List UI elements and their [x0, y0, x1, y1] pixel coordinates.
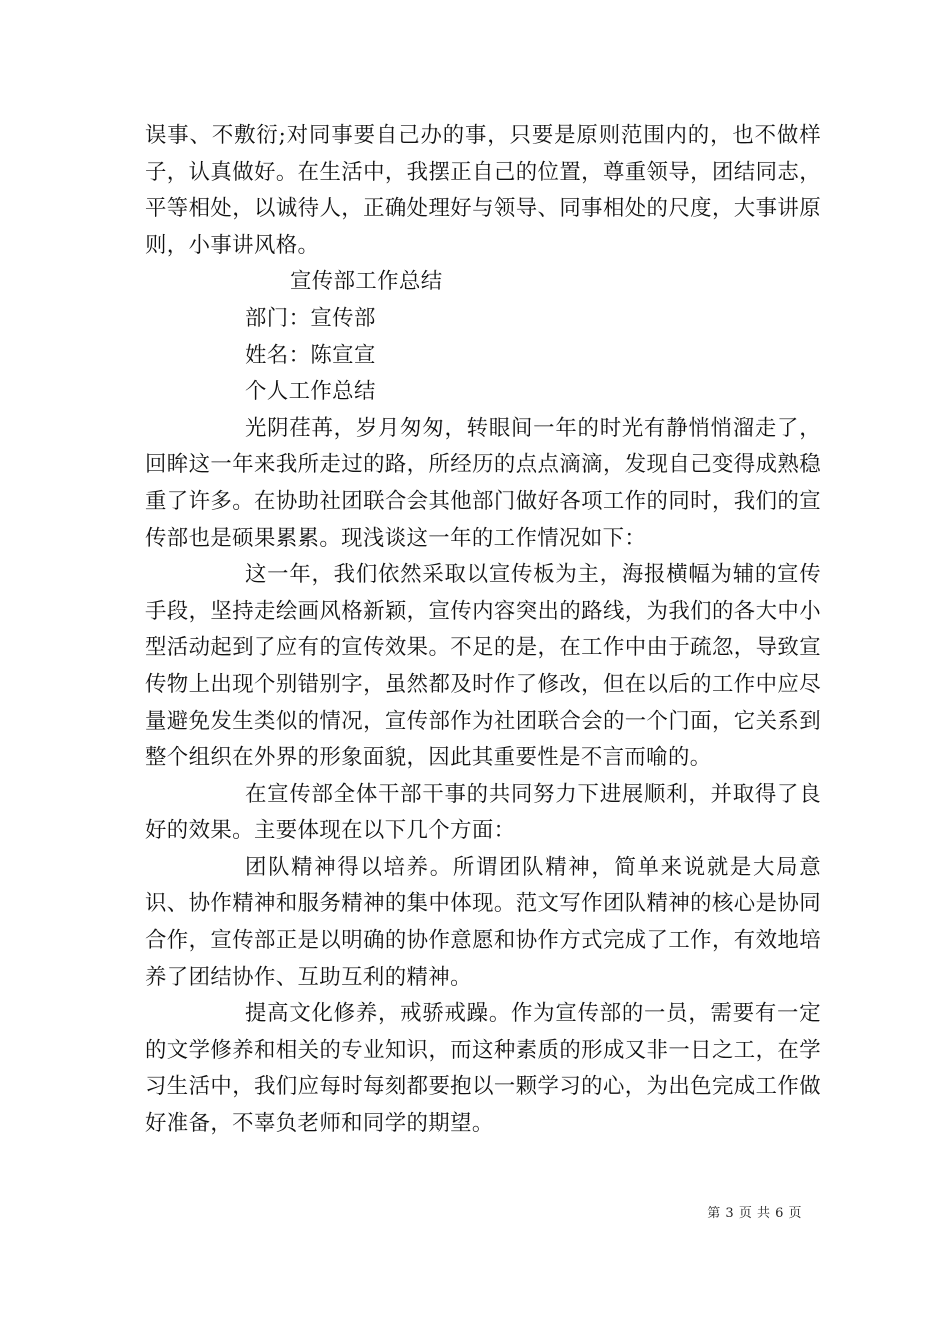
body-paragraph: 在宣传部全体干部干事的共同努力下进展顺利，并取得了良好的效果。主要体现在以下几个方面：	[145, 781, 821, 844]
document-subtitle: 个人工作总结	[245, 379, 376, 405]
page-number-footer: 第 3 页 共 6 页	[707, 1206, 802, 1221]
document-body	[145, 118, 821, 1143]
body-paragraph: 团队精神得以培养。所谓团队精神，简单来说就是大局意识、协作精神和服务精神的集中体现。范文写作团队精神的核心是协同合作，宣传部正是以明确的协作意愿和协作方式完成了工作，有效地培养了团结协作、互助互利的精神。	[145, 854, 821, 990]
document-title: 宣传部工作总结	[290, 269, 443, 295]
author-name-line: 姓名：陈宣宣	[245, 342, 376, 368]
body-paragraph: 这一年，我们依然采取以宣传板为主，海报横幅为辅的宣传手段，坚持走绘画风格新颖，宣传内容突出的路线，为我们的各大中小型活动起到了应有的宣传效果。不足的是，在工作中由于疏忽，导致宣传物上出现个别错别字，虽然都及时作了修改，但在以后的工作中应尽量避免发生类似的情况，宣传部作为社团联合会的一个门面，它关系到整个组织在外界的形象面貌，因此其重要性是不言而喻的。	[145, 562, 821, 771]
intro-paragraph: 误事、不敷衍;对同事要自己办的事，只要是原则范围内的，也不做样子，认真做好。在生活中，我摆正自己的位置，尊重领导，团结同志，平等相处，以诚待人，正确处理好与领导、同事相处的尺度，大事讲原则，小事讲风格。	[145, 123, 821, 258]
body-paragraph: 提高文化修养，戒骄戒躁。作为宣传部的一员，需要有一定的文学修养和相关的专业知识，而这种素质的形成又非一日之工，在学习生活中，我们应每时每刻都要抱以一颗学习的心，为出色完成工作做好准备，不辜负老师和同学的期望。	[145, 1001, 821, 1137]
department-line: 部门：宣传部	[245, 305, 376, 331]
body-paragraph: 光阴荏苒，岁月匆匆，转眼间一年的时光有静悄悄溜走了，回眸这一年来我所走过的路，所经历的点点滴滴，发现自己变得成熟稳重了许多。在协助社团联合会其他部门做好各项工作的同时，我们的宣传部也是硕果累累。现浅谈这一年的工作情况如下：	[145, 415, 821, 551]
